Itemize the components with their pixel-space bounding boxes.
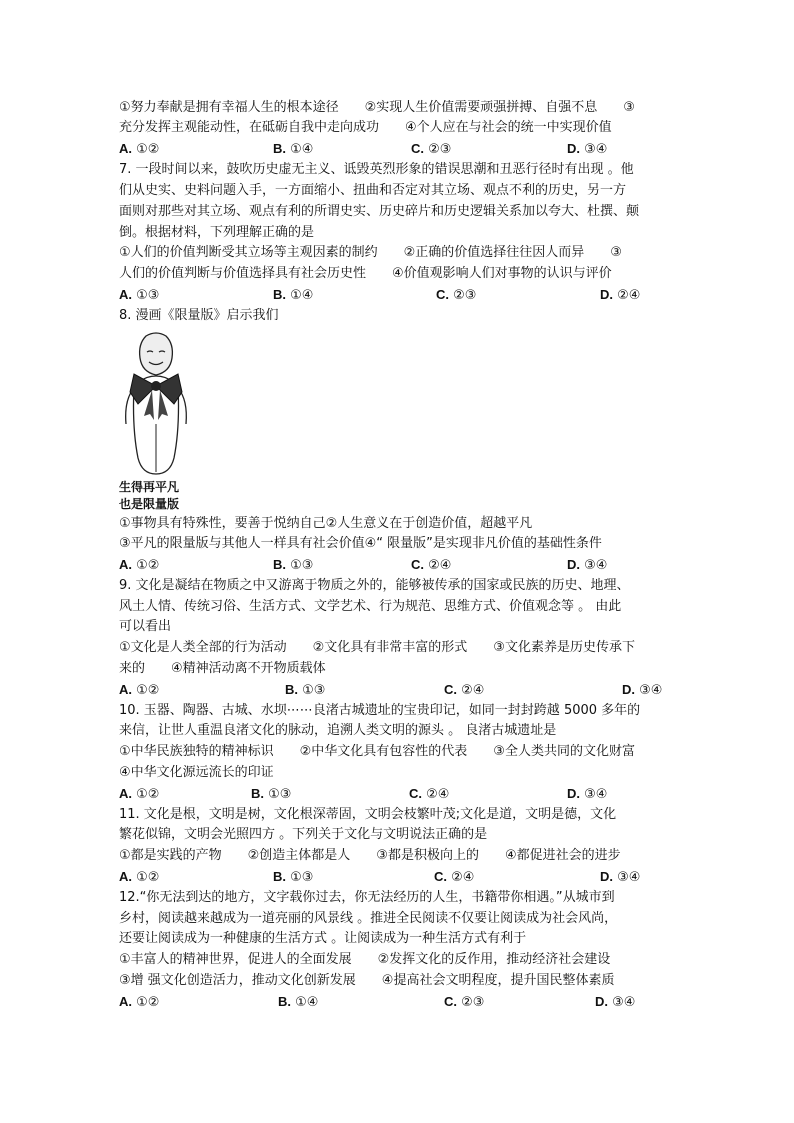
q9-option-b: B. ①③ (285, 682, 326, 698)
q7-option-c: C. ②③ (436, 287, 477, 303)
q9-option-d: D. ③④ (622, 682, 663, 698)
q8-option-c: C. ②④ (411, 557, 452, 573)
q10-stem-line-2: 来信，让世人重温良渚文化的脉动，追溯人类文明的源头 。 良渚古城遗址是 (119, 723, 557, 738)
cartoon-caption-line-1: 生得再平凡 (119, 480, 180, 494)
q12-option-b: B. ①④ (278, 994, 319, 1010)
q12-stem-line-1: 12.“你无法到达的地方，文字载你过去，你无法经历的人生，书籍带你相遇。”从城市到 (119, 890, 615, 905)
q12-stem-line-2: 乡村，阅读越来越成为一道亮丽的风景线 。推进全民阅读不仅要让阅读成为社会风尚， (119, 911, 618, 926)
q9-stem-line-1: 9. 文化是凝结在物质之中又游离于物质之外的，能够被传承的国家或民族的历史、地理、 (119, 578, 630, 593)
q9-option-c: C. ②④ (444, 682, 485, 698)
q7-option-a: A. ①③ (119, 287, 160, 303)
q8-choice-line-1: ①事物具有特殊性，要善于悦纳自己②人生意义在于创造价值，超越平凡 (119, 516, 533, 531)
q10-choice-line-1: ①中华民族独特的精神标识 ②中华文化具有包容性的代表 ③全人类共同的文化财富 (119, 744, 635, 759)
q7-option-d: D. ②④ (600, 287, 641, 303)
q8-option-d: D. ③④ (567, 557, 608, 573)
q10-option-c: C. ②④ (409, 786, 450, 802)
q7-stem-line-2: 们从史实、史料问题入手，一方面缩小、扭曲和否定对其立场、观点不利的历史，另一方 (119, 183, 627, 198)
q10-stem-line-1: 10. 玉器、陶器、古城、水坝⋯⋯良渚古城遗址的宝贵印记，如同一封封跨越 5000 多年的 (119, 703, 641, 718)
q12-stem-line-3: 还要让阅读成为一种健康的生活方式 。让阅读成为一种生活方式有利于 (119, 931, 527, 946)
q9-stem-line-3: 可以看出 (119, 619, 172, 634)
q11-stem-line-1: 11. 文化是根，文明是树，文化根深蒂固，文明会枝繁叶茂;文化是道，文明是德，文化 (119, 807, 617, 822)
q7-stem-line-4: 倒。根据材料，下列理解正确的是 (119, 225, 315, 240)
q10-choice-line-2: ④中华文化源远流长的印证 (119, 765, 274, 780)
q9-choice-line-2: 来的 ④精神活动离不开物质载体 (119, 661, 326, 676)
q10-option-a: A. ①② (119, 786, 160, 802)
q6-option-b: B. ①④ (273, 141, 314, 157)
q8-option-a: A. ①② (119, 557, 160, 573)
q12-option-d: D. ③④ (595, 994, 636, 1010)
q7-choice-line-2: 人们的价值判断与价值选择具有社会历史性 ④价值观影响人们对事物的认识与评价 (119, 266, 612, 281)
q8-option-b: B. ①③ (273, 557, 314, 573)
q7-option-b: B. ①④ (273, 287, 314, 303)
q12-choice-line-2: ③增 强文化创造活力，推动文化创新发展 ④提高社会文明程度，提升国民整体素质 (119, 973, 615, 988)
q10-option-d: D. ③④ (567, 786, 608, 802)
q10-option-b: B. ①③ (251, 786, 292, 802)
q8-choice-line-2: ③平凡的限量版与其他人一样具有社会价值④“ 限量版”是实现非凡价值的基础性条件 (119, 536, 602, 551)
limited-edition-cartoon-illustration (116, 328, 194, 476)
q6-option-a: A. ①② (119, 141, 160, 157)
q6-choice-line-2: 充分发挥主观能动性，在砥砺自我中走向成功 ④个人应在与社会的统一中实现价值 (119, 120, 612, 135)
q6-option-d: D. ③④ (567, 141, 608, 157)
q12-option-a: A. ①② (119, 994, 160, 1010)
q7-choice-line-1: ①人们的价值判断受其立场等主观因素的制约 ②正确的价值选择往往因人而异 ③ (119, 245, 622, 260)
q12-choice-line-1: ①丰富人的精神世界，促进人的全面发展 ②发挥文化的反作用，推动经济社会建设 (119, 952, 611, 967)
q7-stem-line-1: 7. 一段时间以来，鼓吹历史虚无主义、诋毁英烈形象的错误思潮和丑恶行径时有出现 。他 (119, 162, 634, 177)
q6-choice-line-1: ①努力奉献是拥有幸福人生的根本途径 ②实现人生价值需要顽强拼搏、自强不息 ③ (119, 100, 635, 115)
q7-stem-line-3: 面则对那些对其立场、观点有利的所谓史实、历史碎片和历史逻辑关系加以夸大、杜撰、颠 (119, 204, 640, 219)
q11-choice-line: ①都是实践的产物 ②创造主体都是人 ③都是积极向上的 ④都促进社会的进步 (119, 848, 621, 863)
q9-choice-line-1: ①文化是人类全部的行为活动 ②文化具有非常丰富的形式 ③文化素养是历史传承下 (119, 640, 635, 655)
q11-option-b: B. ①③ (273, 869, 314, 885)
q9-option-a: A. ①② (119, 682, 160, 698)
q8-stem: 8. 漫画《限量版》启示我们 (119, 308, 279, 323)
q12-option-c: C. ②③ (444, 994, 485, 1010)
q11-option-d: D. ③④ (600, 869, 641, 885)
q11-option-c: C. ②④ (434, 869, 475, 885)
q11-option-a: A. ①② (119, 869, 160, 885)
q11-stem-line-2: 繁花似锦，文明会光照四方 。下列关于文化与文明说法正确的是 (119, 827, 488, 842)
q6-option-c: C. ②③ (411, 141, 452, 157)
cartoon-caption-line-2: 也是限量版 (119, 497, 180, 511)
q9-stem-line-2: 风土人情、传统习俗、生活方式、文学艺术、行为规范、思维方式、价值观念等 。 由此 (119, 599, 622, 614)
